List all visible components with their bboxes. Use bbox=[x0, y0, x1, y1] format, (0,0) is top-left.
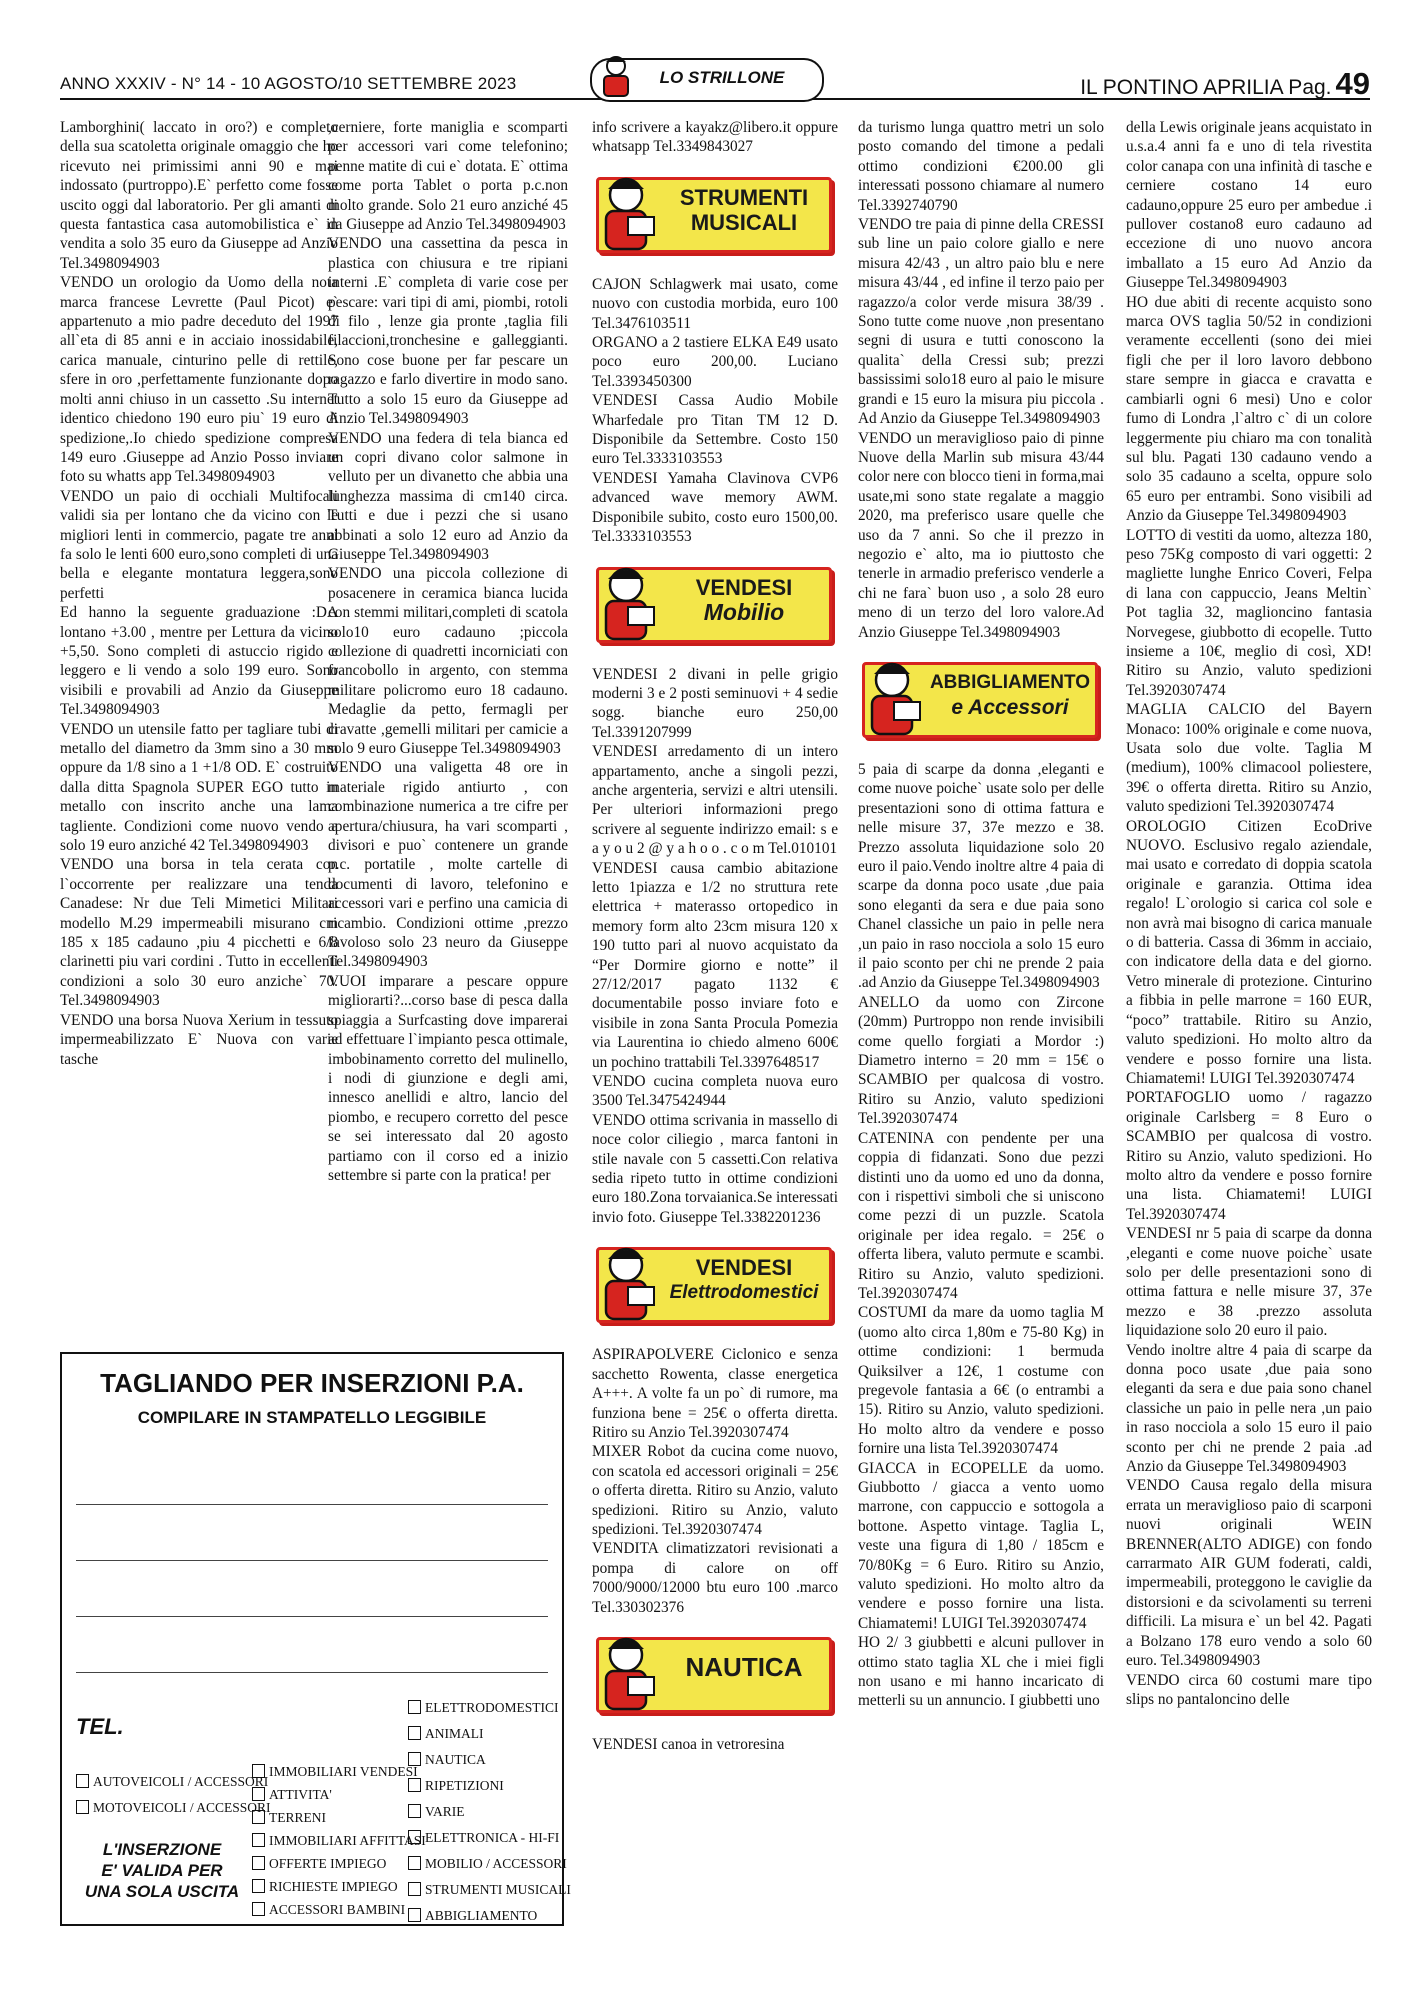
issue-info: ANNO XXXIV - N° 14 - 10 AGOSTO/10 SETTEMBRE 2023 bbox=[60, 74, 517, 93]
ad-text: VENDESI 2 divani in pelle grigio moderni 3 e 2 posti seminuovi + 4 sedie sogg. bianche euro 250,00 Tel.3391207999 bbox=[592, 665, 838, 741]
ad-text: OROLOGIO Citizen EcoDrive NUOVO. Esclusivo regalo aziendale, mai usato e corredato di doppia scatola originale e garanzia. Ottima idea regalo! L`orologio si carica col sole e non avrà mai bisogno di carica manuale o di batteria. Cassa di 36mm in acciaio, con indicatore della data e del giorno. Vetro minerale di protezione. Cinturino a fibbia in pelle marrone = 160 EUR, “poco” trattabile. Ritiro su Anzio, valuto spedizioni. Ho molto altro da vendere e posso fornire una lista. Chiamatemi! LUIGI Tel.3920307474 bbox=[1126, 817, 1372, 1087]
category-checkbox[interactable]: OFFERTE IMPIEGO bbox=[252, 1856, 386, 1872]
ad-text: Lamborghini( laccato in oro?) e completo della sua scatoletta originale omaggio che ho ricevuto nei primissimi anni 90 e mai indossato (purtroppo).E` perfetto come fosse uscito oggi dal laboratorio. Per gli amanti di questa fantastica casa automobilistica e` in vendita a solo 35 euro da Giuseppe ad Anzio Tel.3498094903 bbox=[60, 119, 338, 272]
ad-text: ASPIRAPOLVERE Ciclonico e senza sacchetto Rowenta, classe energetica A+++. A volte fa un po` di rumore, ma funziona bene = 25€ o offerta diretta. Ritiro su Anzio Tel.3920307474 bbox=[592, 1346, 838, 1441]
section-banner-abbigliamento bbox=[858, 652, 1104, 748]
page-number: 49 bbox=[1335, 66, 1370, 101]
ad-text: VENDESI Yamaha Clavinova CVP6 advanced wave memory AWM. Disponibile subito, costo euro 1500,00. Tel.3333103553 bbox=[592, 469, 838, 546]
tel-label: TEL. bbox=[76, 1714, 124, 1739]
category-checkbox[interactable]: RICHIESTE IMPIEGO bbox=[252, 1879, 398, 1895]
category-checkbox[interactable]: TERRENI bbox=[252, 1810, 326, 1826]
banner-subtitle: e Accessori bbox=[951, 695, 1069, 719]
strillone-logo bbox=[590, 58, 824, 102]
ad-text: VENDESI nr 5 paia di scarpe da donna ,eleganti e come nuove poiche` usate solo per delle presentazioni sono di ottima fattura e nelle misure 37, 37e mezzo e 38 .prezzo assoluta liquidazione solo 20 euro il paio. bbox=[1126, 1225, 1372, 1340]
ad-text: COSTUMI da mare da uomo taglia M (uomo alto circa 1,80m e 75-80 Kg) in ottime condizioni: 1 bermuda Quiksilver a 12€, 1 costume con pregevole fantasia a 6€ (o entrambi a 15). Ritiro su Anzio, valuto spedizioni. Ho molto altro da vendere e posso fornire una lista Tel.3920307474 bbox=[858, 1304, 1104, 1458]
ad-text: VENDO cucina completa nuova euro 3500 Tel.3475424944 bbox=[592, 1073, 838, 1110]
ad-text: 5 paia di scarpe da donna ,eleganti e come nuove poiche` usate solo per delle presentazioni sono di ottima fattura e nelle misure 37, 37e mezzo e 38. Prezzo assoluta liquidazione solo 20 euro il paio.Vendo inoltre altre 4 paia di scarpe da donna poco usate ,due paia sono eleganti da sera e due paia sono Chanel classiche un paio in pelle nera ,un paio in raso nocciola a solo 15 euro il paio sconto per chi ne prende 2 paia .ad Anzio da Giuseppe Tel.3498094903 bbox=[858, 760, 1104, 992]
newsboy-mascot-icon bbox=[858, 652, 928, 742]
ad-text: da turismo lunga quattro metri un solo posto comando del timone a pedali ottimo condizioni €200.00 gli interessati possono chiamare al numero Tel.3392740790 bbox=[858, 119, 1104, 214]
ad-text: VENDO una borsa Nuova Xerium in tessuto impermeabilizzato E` Nuova con varie tasche bbox=[60, 1011, 338, 1068]
category-checkbox[interactable]: ACCESSORI BAMBINI bbox=[252, 1902, 405, 1918]
ad-text: VENDO una borsa in tela cerata con l`occorrente per realizzare una tenda Canadese: Nr due Teli Mimetici Militari modello M.29 impermeabili misurano cm 185 x 185 cadauno ,piu 4 picchetti e 6/8 clarinetti piu vari cordini . Tutto in eccellenti condizioni a solo 30 euro anziche` 70. Tel.3498094903 bbox=[60, 856, 338, 1010]
category-checkbox[interactable]: MOTOVEICOLI / ACCESSORI bbox=[76, 1800, 271, 1816]
ad-text: LOTTO di vestiti da uomo, altezza 180, peso 75Kg composto di vari oggetti: 2 magliette lunghe Enrico Coveri, Felpa di lana con cappuccio, Jeans Meltin` Pot taglia 32, maglioncino fantasia Norvegese, giubbotto di ecopelle. Tutto insieme a 10€, meglio di così, XD! Ritiro su Anzio, valuto spedizioni Tel.3920307474 bbox=[1126, 526, 1372, 699]
category-checkbox[interactable]: RIPETIZIONI bbox=[408, 1778, 504, 1794]
ad-text: HO 2/ 3 giubbetti e alcuni pullover in ottimo stato taglia XL che i miei figli non usano e mi hanno incaricato di metterli su un annuncio. I giubbetti uno bbox=[858, 1634, 1104, 1710]
ad-text: VENDESI canoa in vetroresina bbox=[592, 1735, 785, 1753]
banner-title: VENDESI bbox=[695, 1255, 793, 1281]
category-checkbox[interactable]: ANIMALI bbox=[408, 1726, 484, 1742]
write-line[interactable] bbox=[76, 1560, 548, 1561]
column-4 bbox=[858, 118, 1104, 1988]
ad-text: MAGLIA CALCIO del Bayern Monaco: 100% originale e come nuova, Usata solo due volte. Taglia M (medium), 100% climacool poliestere, 39€ o offerta diretta. Ritiro su Anzio, valuto spedizioni Tel.3920307474 bbox=[1126, 701, 1372, 816]
category-checkbox[interactable]: ELETTRODOMESTICI bbox=[408, 1700, 558, 1716]
ad-text: Vendo inoltre altre 4 paia di scarpe da donna poco usate ,due paia sono eleganti da sera e due paia sono chanel classiche un paio in pelle nera ,un paio in raso nocciola a solo 15 euro il paio sconto per chi ne prende 2 paia .ad Anzio da Giuseppe Tel.3498094903 bbox=[1126, 1341, 1372, 1476]
category-checkbox[interactable]: NAUTICA bbox=[408, 1752, 486, 1768]
ad-text: GIACCA in ECOPELLE da uomo. Giubbotto / giacca a vento uomo marrone, con cappuccio e sottogola a bottone. Aspetto vintage. Taglia L, veste una figura di 1,80 / 185cm e 70/80Kg = 6 Euro. Ritiro su Anzio, valuto spedizioni. Ho molto altro da vendere e posso fornire una lista. Chiamatemi! LUIGI Tel.3920307474 bbox=[858, 1459, 1104, 1632]
write-line[interactable] bbox=[76, 1504, 548, 1505]
ad-text: ANELLO da uomo con Zircone (20mm) Purtroppo non rende invisibili come quello forgiati a Mordor :) Diametro interno = 20 mm = 15€ o SCAMBIO per qualcosa di vostro. Ritiro su Anzio, valuto spedizioni Tel.3920307474 bbox=[858, 993, 1104, 1128]
ad-text: VENDITA climatizzatori revisionati a pompa di calore on off 7000/9000/12000 btu euro 100 .marco Tel.330302376 bbox=[592, 1540, 838, 1616]
category-checkbox[interactable]: MOBILIO / ACCESSORI bbox=[408, 1856, 567, 1872]
ad-text: MIXER Robot da cucina come nuovo, con scatola ed accessori originali = 25€ o offerta diretta. Ritiro su Anzio, valuto spedizioni. Ritiro su Anzio, valuto spedizioni. Tel.3920307474 bbox=[592, 1443, 838, 1538]
column-3 bbox=[592, 118, 838, 1988]
ad-text: VENDO ottima scrivania in massello di noce color ciliegio , marca fantoni in stile navale con 5 cassetti.Con relativa sedia ripeto tutto in ottime condizioni euro 180.Zona torvaianica.Se interessati invio foto. Giuseppe Tel.3382201236 bbox=[592, 1111, 838, 1226]
ad-text: VENDO un orologio da Uomo della nota marca francese Levrette (Paul Picot) e` appartenuto a mio padre deceduto del 1997 all`eta di 85 anni e in acciaio inossidabile, carica manuale, cinturino pelle di rettile, sfere in oro ,perfettamente funzionante dopo molti anni chiuso in un cassetto .Su internet identico chiedono 190 euro piu` 19 euro di spedizione,.Io chiedo spedizione compresa 149 euro .Giuseppe ad Anzio Posso inviare foto su whatts app Tel.3498094903 bbox=[60, 274, 338, 486]
ad-text: ORGANO a 2 tastiere ELKA E49 usato poco euro 200,00. Luciano Tel.3393450300 bbox=[592, 334, 838, 390]
section-banner-mobilio bbox=[592, 557, 838, 653]
section-banner-elettrodomestici bbox=[592, 1237, 838, 1333]
ad-text: VENDO una piccola collezione di posacenere in ceramica bianca lucida con stemmi militari,completi di scatola solo10 euro cadauno ;piccola collezione di quadretti incorniciati con francobollo in argento, con stemma militare policromo euro 18 cadauno. Medaglie da petto, fermagli per cravatte ,gemelli militari per camicie a solo 9 euro Giuseppe Tel.3498094903 bbox=[328, 565, 568, 757]
ad-text: VUOI imparare a pescare oppure migliorarti?...corso base di pesca dalla spiaggia a Surfcasting dove imparerai ad effettuare l`impianto pesca ottimale, imbobinamento corretto del mulinello, i nodi di giunzione e degli ami, innesco anellidi e altro, lancio del piombo, e recupero corretto del pesce se sei interessato dal 20 agosto partiamo con il corso ed a inizio settembre si parte con la pratica! per bbox=[328, 972, 568, 1184]
ad-text: VENDO un paio di occhiali Multifocali validi sia per lontano che da vicino con le migliori lenti in commercio, pagate tre anni fa solo le lenti 600 euro,sono completi di una bella e elegante montatura leggera,sono perfetti bbox=[60, 487, 338, 602]
newsboy-mascot-icon bbox=[592, 1237, 662, 1327]
column-5 bbox=[1126, 118, 1372, 1988]
banner-subtitle: MUSICALI bbox=[690, 209, 798, 235]
category-checkbox[interactable]: IMMOBILIARI AFFITTASI bbox=[252, 1833, 426, 1849]
ad-text: Ed hanno la seguente graduazione :DA lontano +3.00 , mentre per Lettura da vicino +5,50. Sono completi di astuccio rigido e leggero e li vendo a solo 199 euro. Sono visibili e provabili ad Anzio da Giuseppe Tel.3498094903 bbox=[60, 604, 338, 719]
ad-text: info scrivere a kayakz@libero.it oppure whatsapp Tel.3349843027 bbox=[592, 119, 838, 156]
column-1 bbox=[60, 118, 338, 1335]
coupon-subtitle: COMPILARE IN STAMPATELLO LEGGIBILE bbox=[137, 1408, 487, 1427]
category-checkbox[interactable]: VARIE bbox=[408, 1804, 465, 1820]
ad-text: VENDO tre paia di pinne della CRESSI sub line un paio colore giallo e nere misura 42/43 , un altro paio blu e nere misura 43/44 , ed infine il terzo paio per ragazzo/a color verde misura 38/39 . Sono tutte come nuove ,non presentano segni di usura e tutti conoscono la qualita` della Cressi sub; prezzi bassissimi solo18 euro al paio le misure grandi e 15 euro la misura piu piccola . Ad Anzio da Giuseppe Tel.3498094903 bbox=[858, 216, 1104, 428]
banner-title: ABBIGLIAMENTO bbox=[929, 671, 1091, 693]
ad-text: VENDO una valigetta 48 ore in materiale rigido antiurto , con combinazione numerica a tre cifre per apertura/chiusura, ha vari scomparti , divisori e puo` contenere un grande p.c. portatile , molte cartelle di documenti di lavoro, telefonino e accessori vari e perfino una camicia di ricambio. Condizioni ottime ,prezzo favoloso solo 23 neuro da Giuseppe Tel.3498094903 bbox=[328, 759, 568, 971]
ad-text: VENDO un meraviglioso paio di pinne Nuove della Marlin sub misura 43/44 color nere con blocco tieni in forma,mai usate,mi sono state regalate a maggio 2020, ma preferisco usare quelle che uso da 7 anni. So che il prezzo in negozio e` alto, ma io piuttosto che tenerle in armadio preferisco venderle a chi ne fara` buon uso , a solo 28 euro meno di un terzo del loro valore.Ad Anzio Giuseppe Tel.3498094903 bbox=[858, 429, 1104, 641]
banner-title: NAUTICA bbox=[685, 1651, 803, 1682]
ad-text: VENDESI Cassa Audio Mobile Wharfedale pro Titan TM 12 D. Disponibile da Settembre. Costo 150 euro Tel.3333103553 bbox=[592, 392, 838, 468]
category-checkbox[interactable]: STRUMENTI MUSICALI bbox=[408, 1882, 571, 1898]
newsboy-mascot-icon bbox=[592, 1627, 662, 1717]
ad-text: ,cerniere, forte maniglia e scomparti per accessori vari come telefonino; penne matite di cui e` dotata. E` ottima come porta Tablet o porta p.c.non molto grande. Solo 21 euro anziché 45 da Giuseppe ad Anzio Tel.3498094903 bbox=[328, 119, 568, 234]
write-line[interactable] bbox=[76, 1616, 548, 1617]
ad-text: VENDO una cassettina da pesca in plastica con chiusura e tre ripiani interni .E` completa di varie cose per pescare: vari tipi di ami, piombi, rotoli di filo , lenze gia pronte ,taglia fili filaccioni,tronchesine e galleggianti. Sono cose buone per far pescare un ragazzo e farlo divertire in modo sano. Tutto a solo 15 euro da Giuseppe ad Anzio Tel.3498094903 bbox=[328, 235, 568, 428]
paper-name: IL PONTINO APRILIA Pag. bbox=[1080, 76, 1332, 99]
ad-text: della Lewis originale jeans acquistato in u.s.a.4 anni fa e uno di tela rivestita color canapa con una infinità di tasche e cerniere costano 14 euro cadauno,oppure 25 euro per ambedue .i pullover costano8 euro cadauno ad eccezione di uno nuovo ancora imballato a 15 euro Ad Anzio da Giuseppe Tel.3498094903 bbox=[1126, 119, 1372, 292]
newsboy-mascot-icon bbox=[592, 557, 662, 647]
ad-text: HO due abiti di recente acquisto sono marca OVS taglia 50/52 in condizioni veramente eccellenti (sono dei miei figli che per il loro lavoro debbono stare sempre in giacca e cravatta e cambiarli ogni 6 mesi) Uno e color fumo di Londra ,l`altro c` di un colore leggermente piu chiaro ma con tonalità sul blu. Pagati 130 cadauno vendo a solo 35 cadauno a scelta, oppure solo 65 euro per entrambi. Sono visibili ad Anzio da Giuseppe Tel.3498094903 bbox=[1126, 293, 1372, 525]
page-info bbox=[1080, 66, 1370, 102]
ad-text: VENDO un utensile fatto per tagliare tubi di metallo del diametro da 3mm sino a 30 mm oppure da 1/8 sino a 1 +1/8 OD. E` costruito dalla ditta Spagnola SUPER EGO tutto in metallo con inscrito anche una lama tagliente. Condizioni come nuovo vendo a solo 19 euro anziché 42 Tel.3498094903 bbox=[60, 720, 338, 855]
ad-text: PORTAFOGLIO uomo / ragazzo originale Carlsberg = 8 Euro o SCAMBIO per qualcosa di vostro. Ritiro su Anzio, valuto spedizioni. Ho molto altro da vendere e posso fornire una lista. Chiamatemi! LUIGI Tel.3920307474 bbox=[1126, 1089, 1372, 1223]
banner-subtitle: Mobilio bbox=[703, 598, 785, 625]
ad-text: VENDO Causa regalo della misura errata un meraviglioso paio di scarponi nuovi originali WEIN BRENNER(ALTO ADIGE) con fondo carrarmato AIR GUM foderati, caldi, impermeabili, proteggono le caviglie da distorsioni e da scivolamenti su terreni difficili. La misura e` un bel 42. Pagati a Bolzano 178 euro vendo a solo 60 euro. Tel.3498094903 bbox=[1126, 1477, 1372, 1670]
section-banner-nautica bbox=[592, 1627, 838, 1723]
ad-coupon-form bbox=[60, 1352, 571, 1926]
newsboy-mascot-icon bbox=[592, 167, 662, 257]
ad-text: VENDESI causa cambio abitazione letto 1piazza e 1/2 no struttura rete elettrica + materasso ortopedico in memory form alto 23cm misura 120 x 190 tutto pari al nuovo acquistato da “Per Dormire giorno e notte” il 27/12/2017 pagato 1132 € documentabile posso inviare foto e visibile in zona Santa Procula Pomezia via Laurentina io chiedo almeno 600€ un pochino trattabili Tel.3397648517 bbox=[592, 859, 838, 1071]
ad-text: CATENINA con pendente per una coppia di fidanzati. Sono due pezzi distinti uno da uomo ed uno da donna, con i rispettivi simboli che si uniscono come pezzi di un puzzle. Scatola originale per idea regalo. = 25€ o offerta libera, valuto permute e scambi. Ritiro su Anzio, valuto spedizioni. Tel.3920307474 bbox=[858, 1129, 1104, 1302]
category-checkbox[interactable]: ABBIGLIAMENTO bbox=[408, 1908, 537, 1924]
category-checkbox[interactable]: IMMOBILIARI VENDESI bbox=[252, 1764, 418, 1780]
category-checkbox[interactable]: AUTOVEICOLI / ACCESSORI bbox=[76, 1774, 268, 1790]
column-2 bbox=[328, 118, 568, 1335]
banner-subtitle: Elettrodomestici bbox=[669, 1282, 819, 1304]
logo-text: LO STRILLONE bbox=[659, 68, 785, 87]
ad-text: VENDESI arredamento di un intero appartamento, anche a singoli pezzi, anche argenteria, servizi e altri utensili. Per ulteriori informazioni prego scrivere al seguente indirizzo email: s e a y o u 2 @ y a h o o . c o m Tel.010101 bbox=[592, 743, 838, 858]
ad-text: CAJON Schlagwerk mai usato, come nuovo con custodia morbida, euro 100 Tel.3476103511 bbox=[592, 275, 838, 332]
write-line[interactable] bbox=[76, 1672, 548, 1673]
category-checkbox[interactable]: ELETTRONICA - HI-FI bbox=[408, 1830, 559, 1846]
section-banner-strumenti bbox=[592, 167, 838, 263]
newsboy-icon bbox=[596, 52, 636, 100]
banner-title: STRUMENTI bbox=[679, 184, 809, 210]
coupon-title: TAGLIANDO PER INSERZIONI P.A. bbox=[100, 1368, 524, 1398]
ad-text: VENDO circa 60 costumi mare tipo slips no pantaloncino delle bbox=[1126, 1671, 1372, 1708]
coupon-note: L'INSERZIONE E' VALIDA PER UNA SOLA USCITA bbox=[84, 1840, 240, 1901]
banner-title: VENDESI bbox=[695, 574, 793, 600]
ad-text: VENDO una federa di tela bianca ed un copri divano color salmone in velluto per un divanetto che abbia una lunghezza massima di cm140 circa. Tutti e due i pezzi che si usano abbinati a solo 12 euro ad Anzio da Giuseppe Tel.3498094903 bbox=[328, 429, 568, 563]
category-checkbox[interactable]: ATTIVITA' bbox=[252, 1787, 332, 1803]
